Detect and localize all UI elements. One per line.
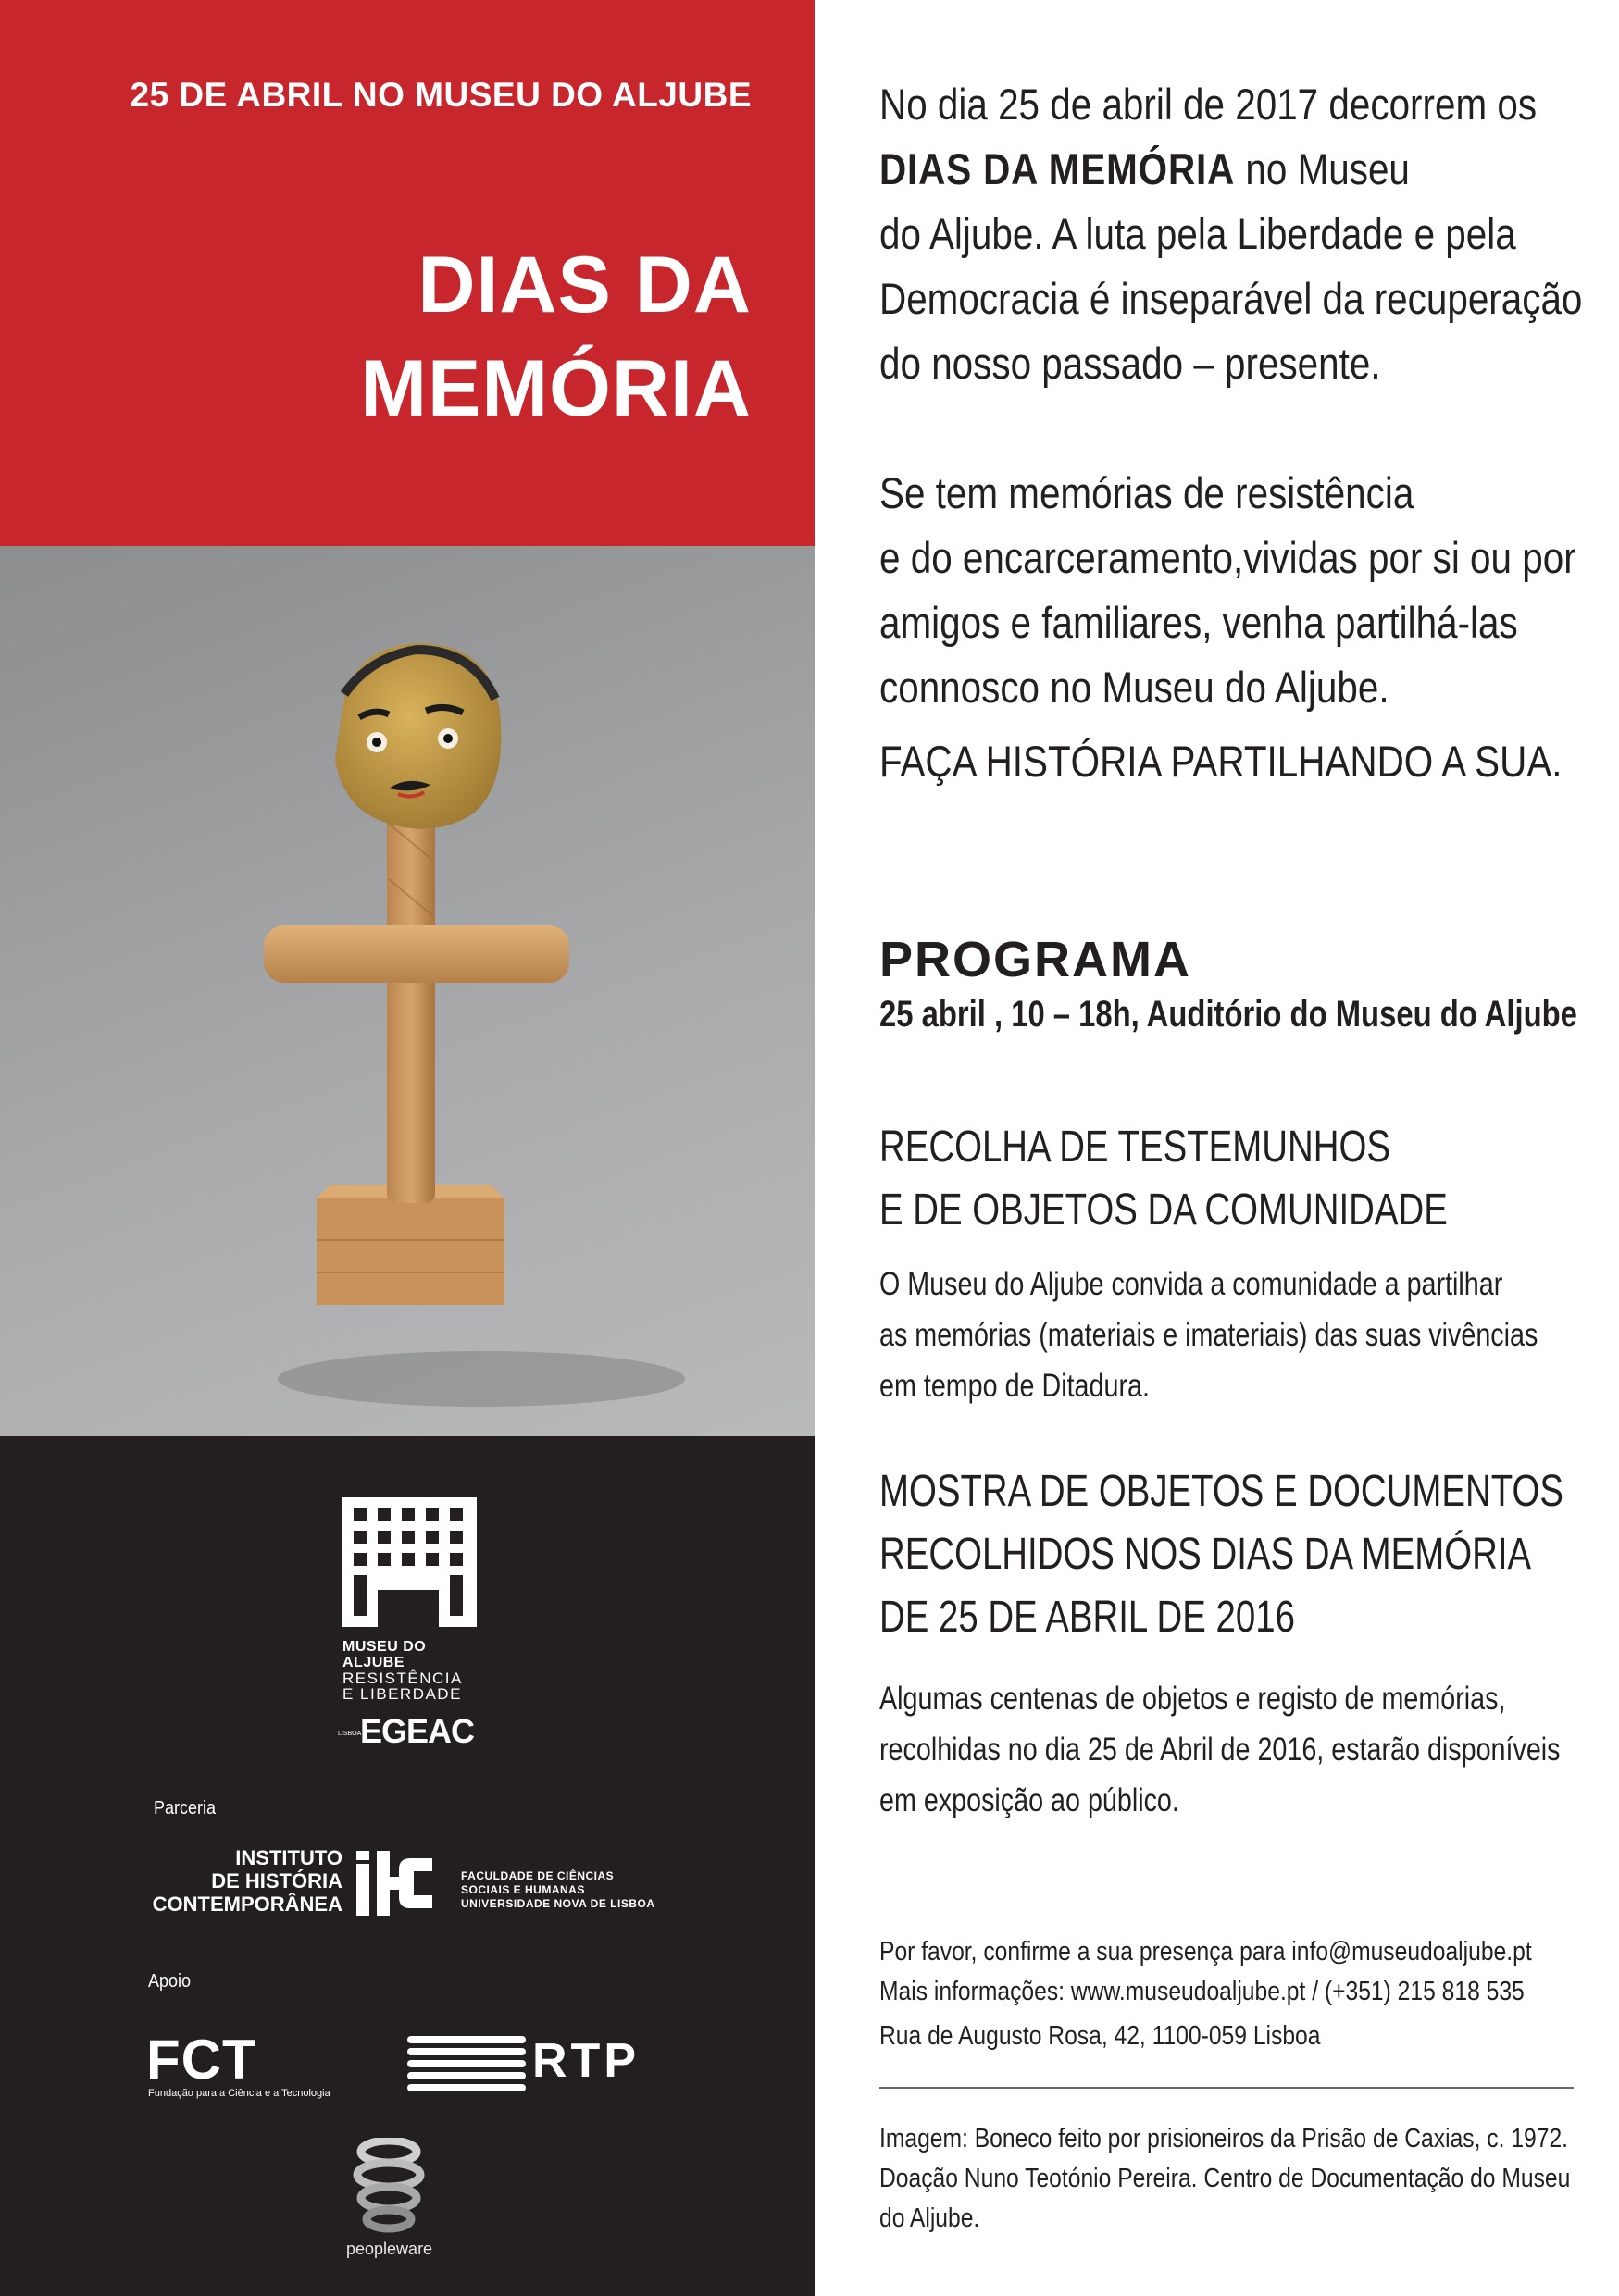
ihc-line3: CONTEMPORÂNEA xyxy=(152,1893,342,1916)
section1-body xyxy=(879,1259,1538,1411)
apoio-label: Apoio xyxy=(148,1971,192,1992)
puppet-illustration xyxy=(0,546,815,1436)
ihc-line2: DE HISTÓRIA xyxy=(211,1869,342,1893)
puppet-photo xyxy=(0,546,815,1436)
contact-info xyxy=(879,1932,1532,2012)
ihc-mark-icon xyxy=(356,1851,432,1920)
invite-line3: amigos e familiares, venha partilhá-las xyxy=(879,598,1518,647)
invite-paragraph xyxy=(879,461,1576,720)
section2-body-line1: Algumas centenas de objetos e registo de memórias, xyxy=(879,1681,1506,1717)
fct-logo: FCT xyxy=(146,2029,257,2091)
egeac-logo xyxy=(338,1712,474,1751)
event-title-line1: DIAS DA xyxy=(417,241,752,329)
section1-body-line1: O Museu do Aljube convida a comunidade a partilhar xyxy=(879,1266,1503,1302)
event-title xyxy=(360,233,752,441)
egeac-text: EGEAC xyxy=(360,1712,475,1750)
section2-title-line3: DE 25 DE ABRIL DE 2016 xyxy=(879,1593,1295,1642)
event-title-line2: MEMÓRIA xyxy=(360,344,752,433)
credit-line2: Doação Nuno Teotónio Pereira. Centro de Documentação do Museu xyxy=(879,2164,1571,2193)
section1-title-line2: E DE OBJETOS DA COMUNIDADE xyxy=(879,1185,1448,1235)
title-banner xyxy=(0,0,815,546)
section1-body-line2: as memórias (materiais e imateriais) das suas vivências xyxy=(879,1317,1538,1353)
section2-title-line2: RECOLHIDOS NOS DIAS DA MEMÓRIA xyxy=(879,1530,1532,1579)
aljube-logo-line2: RESISTÊNCIA xyxy=(342,1669,463,1687)
section1-body-line3: em tempo de Ditadura. xyxy=(879,1368,1150,1404)
intro-line5: do nosso passado – presente. xyxy=(879,339,1381,388)
peopleware-spiral-icon xyxy=(352,2138,426,2240)
intro-line4: Democracia é inseparável da recuperação xyxy=(879,274,1583,323)
intro-line3: do Aljube. A luta pela Liberdade e pela xyxy=(879,209,1516,258)
aljube-logo-text xyxy=(342,1639,477,1702)
fcsh-line3: UNIVERSIDADE NOVA DE LISBOA xyxy=(461,1897,655,1910)
invite-line4: connosco no Museu do Aljube. xyxy=(879,663,1389,712)
intro-line1: No dia 25 de abril de 2017 decorrem os xyxy=(879,80,1538,129)
divider xyxy=(879,2087,1574,2089)
credit-line3: do Aljube. xyxy=(879,2203,980,2233)
programa-subtitle: 25 abril , 10 – 18h, Auditório do Museu do Aljube xyxy=(879,994,1577,1035)
contact-website-line: Mais informações: www.museudoaljube.pt / (+351) 215 818 535 xyxy=(879,1977,1525,2006)
section2-body xyxy=(879,1673,1561,1826)
peopleware-logo: peopleware xyxy=(346,2240,433,2258)
section2-body-line3: em exposição ao público. xyxy=(879,1782,1179,1818)
invite-line1: Se tem memórias de resistência xyxy=(879,468,1414,517)
intro-line2-rest: no Museu xyxy=(1235,144,1410,193)
lisboa-crest-icon: LISBOA xyxy=(338,1730,362,1737)
ihc-line1: INSTITUTO xyxy=(235,1846,342,1869)
ihc-logo-text xyxy=(148,1846,342,1916)
fct-logo-subtitle: Fundação para a Ciência e a Tecnologia xyxy=(148,2088,330,2099)
image-credit xyxy=(879,2119,1570,2239)
section1-title xyxy=(879,1116,1448,1242)
fcsh-line2: SOCIAIS E HUMANAS xyxy=(461,1883,585,1896)
section2-body-line2: recolhidas no dia 25 de Abril de 2016, estarão disponíveis xyxy=(879,1731,1561,1768)
intro-paragraph xyxy=(879,72,1583,396)
section1-title-line1: RECOLHA DE TESTEMUNHOS xyxy=(879,1123,1390,1172)
aljube-logo-line1: MUSEU DO ALJUBE xyxy=(342,1639,427,1670)
intro-line2 xyxy=(879,137,1485,202)
slogan: FAÇA HISTÓRIA PARTILHANDO A SUA. xyxy=(879,737,1563,786)
fcsh-line1: FACULDADE DE CIÊNCIAS xyxy=(461,1869,615,1882)
museu-aljube-logo xyxy=(342,1497,477,1702)
section2-title xyxy=(879,1460,1563,1649)
intro-highlight: DIAS DA MEMÓRIA xyxy=(879,144,1236,193)
rtp-logo: RTP xyxy=(532,2034,640,2088)
programa-title: PROGRAMA xyxy=(879,932,1191,987)
section2-title-line1: MOSTRA DE OBJETOS E DOCUMENTOS xyxy=(879,1467,1563,1516)
invite-line2: e do encarceramento,vividas por si ou por xyxy=(879,533,1576,582)
credit-line1: Imagem: Boneco feito por prisioneiros da Prisão de Caxias, c. 1972. xyxy=(879,2124,1569,2153)
building-grid-icon xyxy=(342,1497,477,1627)
fcsh-logo-text xyxy=(461,1869,655,1911)
address: Rua de Augusto Rosa, 42, 1100-059 Lisboa xyxy=(879,2021,1321,2051)
parceria-label: Parceria xyxy=(154,1798,217,1818)
aljube-logo-line3: E LIBERDADE xyxy=(342,1685,462,1703)
event-kicker: 25 DE ABRIL NO MUSEU DO ALJUBE xyxy=(130,76,752,114)
contact-email-line: Por favor, confirme a sua presença para info@museudoaljube.pt xyxy=(879,1937,1532,1967)
rtp-stripes-icon xyxy=(407,2036,526,2096)
